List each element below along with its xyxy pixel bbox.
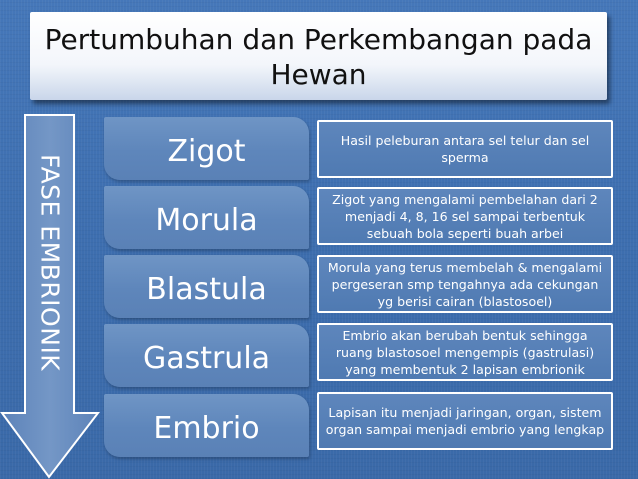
stage-description-text: Morula yang terus membelah & mengalami pergeseran smp tengahnya ada cekungan yg berisi cairan (blastosoel) (327, 259, 603, 309)
stage-description-embrio (317, 392, 613, 450)
stage-description-text: Embrio akan berubah bentuk sehingga ruang blastosoel mengempis (gastrulasi) yang membentuk 2 lapisan embrionik (335, 327, 595, 377)
stage-description-morula (317, 187, 613, 245)
stage-description-blastula (317, 255, 613, 313)
stage-description-text: Zigot yang mengalami pembelahan dari 2 menjadi 4, 8, 16 sel sampai terbentuk sebuah bola seperti buah arbei (332, 191, 598, 241)
stage-zigot (104, 117, 309, 180)
stage-label: Zigot (167, 134, 246, 169)
stage-label: Blastula (146, 272, 267, 307)
stage-gastrula (104, 324, 309, 387)
stage-description-text: Hasil peleburan antara sel telur dan sel sperma (340, 133, 590, 165)
stage-description-gastrula (317, 323, 613, 381)
slide-title: Pertumbuhan dan Perkembangan pada Hewan (44, 23, 593, 91)
stage-morula (104, 186, 309, 249)
stage-label: Gastrula (142, 341, 271, 376)
stage-label: Morula (155, 203, 258, 238)
phase-arrow-label: FASE EMBRIONIK (35, 154, 65, 372)
stage-description-text: Lapisan itu menjadi jaringan, organ, sistem organ sampai menjadi embrio yang lengkap (325, 405, 605, 437)
stage-embrio (104, 394, 309, 457)
stage-blastula (104, 255, 309, 318)
stage-label: Embrio (153, 411, 260, 446)
phase-arrow-label-box (26, 113, 74, 413)
stage-description-zigot (317, 120, 613, 178)
slide-title-box (30, 12, 607, 100)
